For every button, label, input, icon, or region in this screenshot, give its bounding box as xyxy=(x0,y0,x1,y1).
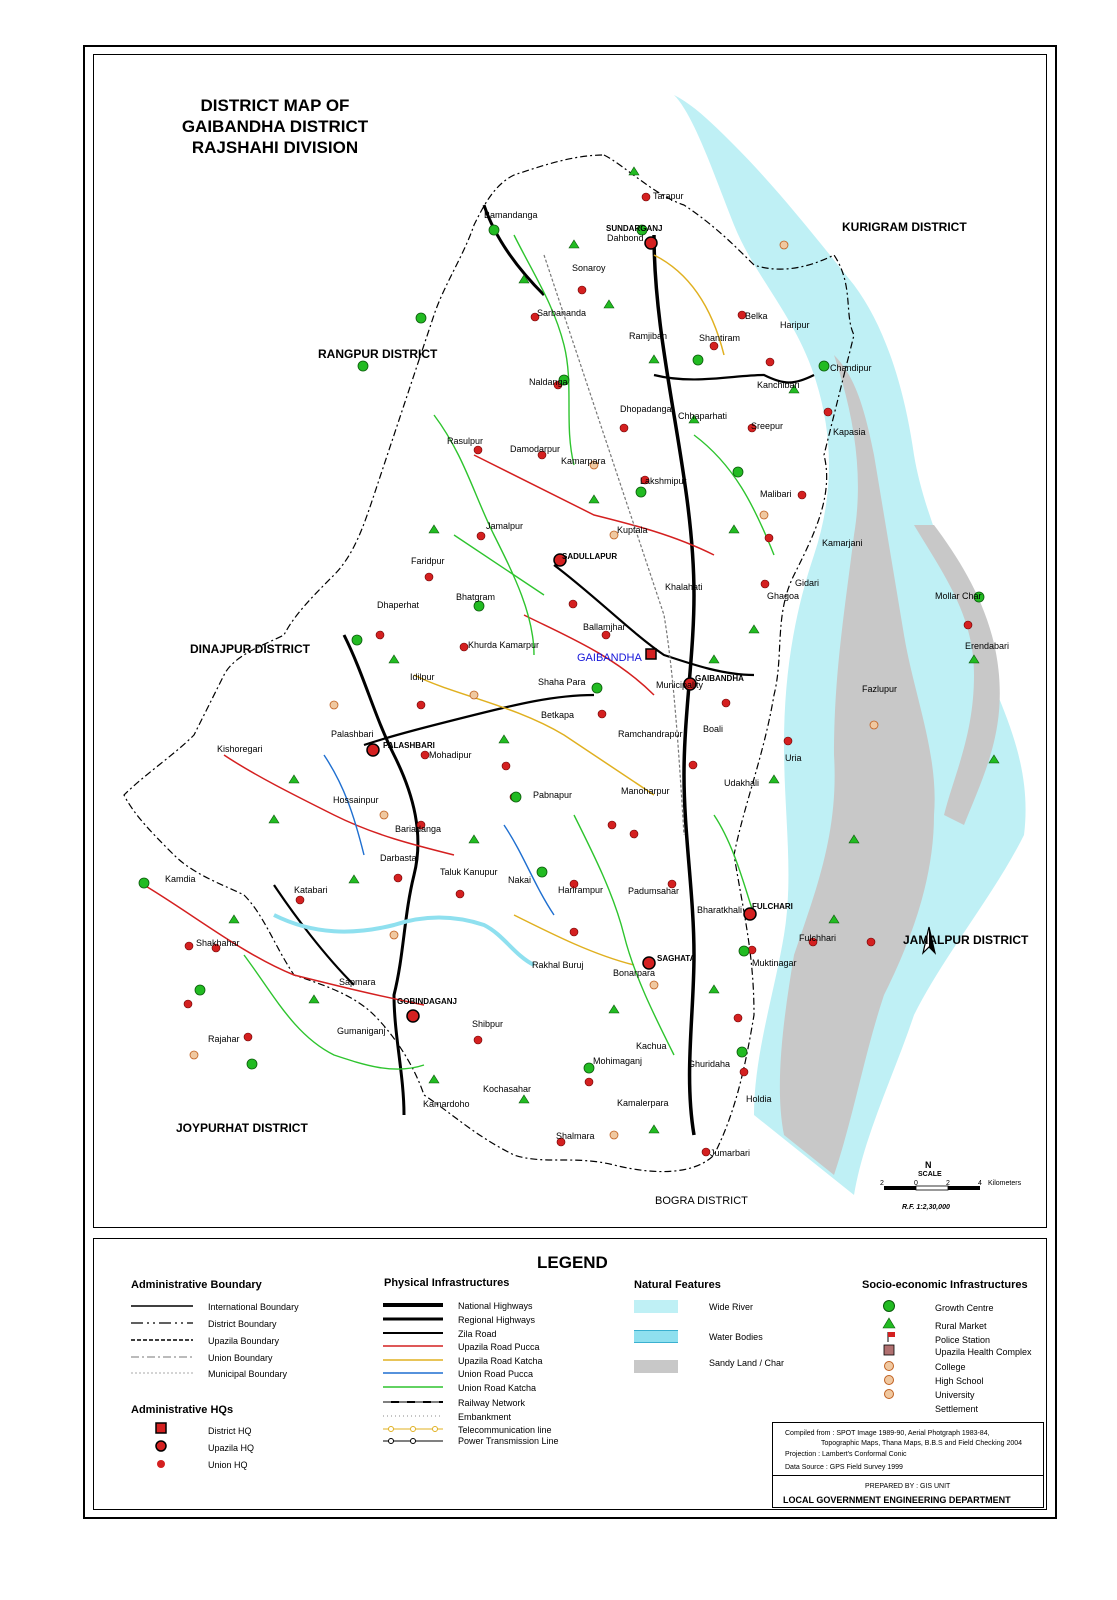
label-idilpur: Idilpur xyxy=(410,672,435,682)
label-ghuridaha: Ghuridaha xyxy=(688,1059,731,1069)
legend-high-school: High School xyxy=(935,1376,984,1386)
label-katabari: Katabari xyxy=(294,885,328,895)
scale-unit: Kilometers xyxy=(988,1180,1022,1187)
legend-railway-network: Railway Network xyxy=(458,1398,526,1408)
legend-union-road-pucca: Union Road Pucca xyxy=(458,1369,534,1379)
upazila-road-pucca-1 xyxy=(474,455,714,555)
legend-growth-centre: Growth Centre xyxy=(935,1303,994,1313)
label-ghagoa: Ghagoa xyxy=(767,591,800,601)
legend-union-boundary: Union Boundary xyxy=(208,1353,273,1363)
legend-zila-road: Zila Road xyxy=(458,1329,497,1339)
label-bogra-district: BOGRA DISTRICT xyxy=(655,1195,748,1207)
physical-swatches xyxy=(383,1298,445,1448)
credit-projection: Projection : Lambert's Conformal Conic xyxy=(785,1451,907,1458)
label-shalmara: Shalmara xyxy=(556,1131,595,1141)
scale-tick-2: 0 xyxy=(914,1180,918,1187)
legend-international-boundary: International Boundary xyxy=(208,1302,299,1312)
legend-physical-heading: Physical Infrastructures xyxy=(384,1277,510,1289)
label-haripur: Haripur xyxy=(780,320,810,330)
swatch-sandy-land xyxy=(634,1360,678,1373)
label-shakhahar: Shakhahar xyxy=(196,938,240,948)
credit-prepared-by: PREPARED BY : GIS UNIT xyxy=(865,1483,951,1490)
label-kamdia: Kamdia xyxy=(165,874,196,884)
label-sarbananda: Sarbananda xyxy=(537,308,587,318)
legend-upazila-road-katcha: Upazila Road Katcha xyxy=(458,1356,543,1366)
upazila-road-katcha-3 xyxy=(514,915,634,965)
upazila-hq-palashbari xyxy=(367,744,379,756)
upazila-hq-sundarganj xyxy=(645,237,657,249)
label-bamandanga: Bamandanga xyxy=(484,210,538,220)
label-khalahati: Khalahati xyxy=(665,582,703,592)
label-rajahar: Rajahar xyxy=(208,1034,240,1044)
legend-settlement: Settlement xyxy=(935,1404,979,1414)
legend-wide-river: Wide River xyxy=(709,1302,754,1312)
label-khurda-kamarpur: Khurda Kamarpur xyxy=(468,640,540,650)
label-padumsahar: Padumsahar xyxy=(628,886,680,896)
label-darbasta: Darbasta xyxy=(380,853,417,863)
legend-union-road-katcha: Union Road Katcha xyxy=(458,1383,537,1393)
district-hq-marker xyxy=(646,649,656,659)
scale-bar xyxy=(884,1186,980,1190)
label-holdia: Holdia xyxy=(746,1094,772,1104)
legend-college: College xyxy=(935,1362,966,1372)
label-lakshmipur: Lakshmipur xyxy=(640,476,687,486)
label-erendabari: Erendabari xyxy=(965,641,1010,651)
label-hossainpur: Hossainpur xyxy=(333,795,379,805)
swatch-wide-river xyxy=(634,1300,678,1313)
label-gidari: Gidari xyxy=(795,578,820,588)
label-jumarbari: Jumarbari xyxy=(710,1148,751,1158)
label-belka: Belka xyxy=(745,311,768,321)
label-sapmara: Sapmara xyxy=(339,977,376,987)
label-ramchandrapur: Ramchandrapur xyxy=(618,729,683,739)
legend-health-complex: Upazila Health Complex xyxy=(935,1347,1032,1357)
label-palashbari-union: Palashbari xyxy=(331,729,374,739)
label-kuptala: Kuptala xyxy=(617,525,648,535)
label-mohimaganj: Mohimaganj xyxy=(593,1056,643,1066)
legend-district-hq: District HQ xyxy=(208,1426,252,1436)
label-mollar-char: Mollar Char xyxy=(935,591,982,601)
label-kanchibari: Kanchibari xyxy=(757,380,800,390)
label-shaha-para: Shaha Para xyxy=(538,677,586,687)
label-palashbari: PALASHBARI xyxy=(383,741,435,750)
label-dhopadanga: Dhopadanga xyxy=(620,404,672,414)
regional-highway-2 xyxy=(344,635,418,1115)
label-udakhali: Udakhali xyxy=(724,778,760,788)
credit-divider xyxy=(773,1475,1043,1476)
union-road-pucca-2 xyxy=(324,755,364,855)
union-road-katcha-7 xyxy=(714,815,754,915)
legend-admin-hqs-heading: Administrative HQs xyxy=(131,1404,234,1416)
label-faridpur: Faridpur xyxy=(411,556,445,566)
label-fulchhari: Fulchhari xyxy=(799,933,837,943)
label-sonaroy: Sonaroy xyxy=(572,263,606,273)
legend-regional-highways: Regional Highways xyxy=(458,1315,536,1325)
union-road-katcha-5 xyxy=(574,815,674,1055)
legend-admin-boundary-heading: Administrative Boundary xyxy=(131,1279,262,1291)
upazila-road-pucca-4 xyxy=(224,755,454,855)
legend-upazila-hq: Upazila HQ xyxy=(208,1443,255,1453)
legend-upazila-road-pucca: Upazila Road Pucca xyxy=(458,1342,540,1352)
label-kapasia: Kapasia xyxy=(833,427,866,437)
admin-hq-swatches xyxy=(152,1420,172,1475)
union-road-katcha-4 xyxy=(244,955,424,1069)
socio-swatches xyxy=(880,1298,900,1408)
label-muktinagar: Muktinagar xyxy=(752,958,797,968)
label-bhatgram: Bhatgram xyxy=(456,592,496,602)
label-gobindaganj: GOBINDAGANJ xyxy=(397,997,458,1006)
label-tarapur: Tarapur xyxy=(653,191,684,201)
scale-rf: R.F. 1:2,30,000 xyxy=(902,1204,950,1211)
legend-upazila-boundary: Upazila Boundary xyxy=(208,1336,280,1346)
label-sadullapur: SADULLAPUR xyxy=(562,552,618,561)
label-shibpur: Shibpur xyxy=(472,1019,504,1029)
label-chhaparhati: Chhaparhati xyxy=(678,411,728,421)
credit-box xyxy=(772,1422,1044,1508)
label-gaibandha-upazila: GAIBANDHA xyxy=(695,674,744,683)
credit-compiled-from-2: Topographic Maps, Thana Maps, B.B.S and Field Checking 2004 xyxy=(821,1440,1023,1447)
label-boali: Boali xyxy=(703,724,724,734)
credit-data-source: Data Source : GPS Field Survey 1999 xyxy=(785,1464,903,1471)
legend-natural-heading: Natural Features xyxy=(634,1279,721,1291)
label-ballamjhar: Ballamjhar xyxy=(583,622,626,632)
legend-socio-heading: Socio-economic Infrastructures xyxy=(862,1279,1028,1291)
label-kachua: Kachua xyxy=(636,1041,667,1051)
label-sundarganj: SUNDARGANJ xyxy=(606,224,663,233)
legend-rural-market: Rural Market xyxy=(935,1321,987,1331)
label-mohadipur: Mohadipur xyxy=(429,750,472,760)
legend-district-boundary: District Boundary xyxy=(208,1319,277,1329)
label-fulchari: FULCHARI xyxy=(752,902,793,911)
label-manoharpur: Manoharpur xyxy=(621,786,670,796)
legend-university: University xyxy=(935,1390,975,1400)
label-betkapa: Betkapa xyxy=(541,710,575,720)
label-jamalpur-district: JAMALPUR DISTRICT xyxy=(903,933,1029,947)
title-line-1: DISTRICT MAP OF xyxy=(200,96,350,115)
legend-embankment: Embankment xyxy=(458,1412,512,1422)
scale-label: SCALE xyxy=(918,1171,942,1178)
label-shantiram: Shantiram xyxy=(699,333,741,343)
label-municipality: Municipality xyxy=(656,680,704,690)
label-fazlupur: Fazlupur xyxy=(862,684,898,694)
label-bharatkhali: Bharatkhali xyxy=(697,905,743,915)
label-gumaniganj: Gumaniganj xyxy=(337,1026,386,1036)
label-rangpur-district: RANGPUR DISTRICT xyxy=(318,347,438,361)
title-line-3: RAJSHAHI DIVISION xyxy=(191,138,359,157)
label-dahbond: Dahbond xyxy=(607,233,644,243)
upazila-hq-gobindaganj xyxy=(407,1010,419,1022)
union-road-katcha-1 xyxy=(514,235,574,465)
label-sreepur: Sreepur xyxy=(751,421,784,431)
label-uria: Uria xyxy=(785,753,802,763)
label-naldanga: Naldanga xyxy=(529,377,568,387)
credit-compiled-from: Compiled from : SPOT Image 1989-90, Aerial Photgraph 1983-84, xyxy=(785,1430,990,1437)
label-dhaperhat: Dhaperhat xyxy=(377,600,420,610)
label-jamalpur: Jamalpur xyxy=(486,521,524,531)
label-kochasahar: Kochasahar xyxy=(483,1084,532,1094)
swatch-water-bodies xyxy=(634,1330,678,1343)
label-chandipur: Chandipur xyxy=(830,363,872,373)
label-rasulpur: Rasulpur xyxy=(447,436,484,446)
legend-police-station: Police Station xyxy=(935,1335,991,1345)
label-bariadanga: Bariadanga xyxy=(395,824,442,834)
legend-sandy-land: Sandy Land / Char xyxy=(709,1358,785,1368)
scale-tick-1: 2 xyxy=(880,1180,884,1187)
legend-telecom-line: Telecommunication line xyxy=(458,1425,552,1435)
label-kamarjani: Kamarjani xyxy=(822,538,863,548)
label-damodarpur: Damodarpur xyxy=(510,444,561,454)
label-kamarpara: Kamarpara xyxy=(561,456,606,466)
scale-tick-4: 4 xyxy=(978,1180,982,1187)
label-rakhal-buruj: Rakhal Buruj xyxy=(532,960,584,970)
label-kurigram-district: KURIGRAM DISTRICT xyxy=(842,220,967,234)
north-label: N xyxy=(925,1160,932,1170)
legend-union-hq: Union HQ xyxy=(208,1460,248,1470)
label-dinajpur-district: DINAJPUR DISTRICT xyxy=(190,642,311,656)
credit-department: LOCAL GOVERNMENT ENGINEERING DEPARTMENT xyxy=(783,1495,1011,1505)
label-nakai: Nakai xyxy=(508,875,532,885)
map-title xyxy=(130,95,420,158)
legend-water-bodies: Water Bodies xyxy=(709,1332,763,1342)
legend-title: LEGEND xyxy=(537,1253,608,1272)
legend-municipal-boundary: Municipal Boundary xyxy=(208,1369,288,1379)
label-malibari: Malibari xyxy=(760,489,792,499)
label-joypurhat-district: JOYPURHAT DISTRICT xyxy=(176,1121,308,1135)
label-bonarpara: Bonarpara xyxy=(613,968,656,978)
label-harirampur: Harirampur xyxy=(558,885,604,895)
label-taluk-kanupur: Taluk Kanupur xyxy=(440,867,498,877)
label-kamardoho: Kamardoho xyxy=(423,1099,470,1109)
label-kamalerpara: Kamalerpara xyxy=(617,1098,669,1108)
label-kishoregari: Kishoregari xyxy=(217,744,263,754)
label-gaibandha: GAIBANDHA xyxy=(577,652,642,664)
title-line-2: GAIBANDHA DISTRICT xyxy=(181,117,369,136)
zila-road-3 xyxy=(364,695,594,745)
admin-boundary-swatches xyxy=(131,1300,201,1375)
legend-power-line: Power Transmission Line xyxy=(458,1436,559,1446)
legend-national-highways: National Highways xyxy=(458,1301,533,1311)
label-pabnapur: Pabnapur xyxy=(533,790,573,800)
label-saghata: SAGHATA xyxy=(657,954,696,963)
scale-tick-3: 2 xyxy=(946,1180,950,1187)
zila-road-4 xyxy=(274,885,354,985)
label-ramjiban: Ramjiban xyxy=(629,331,668,341)
